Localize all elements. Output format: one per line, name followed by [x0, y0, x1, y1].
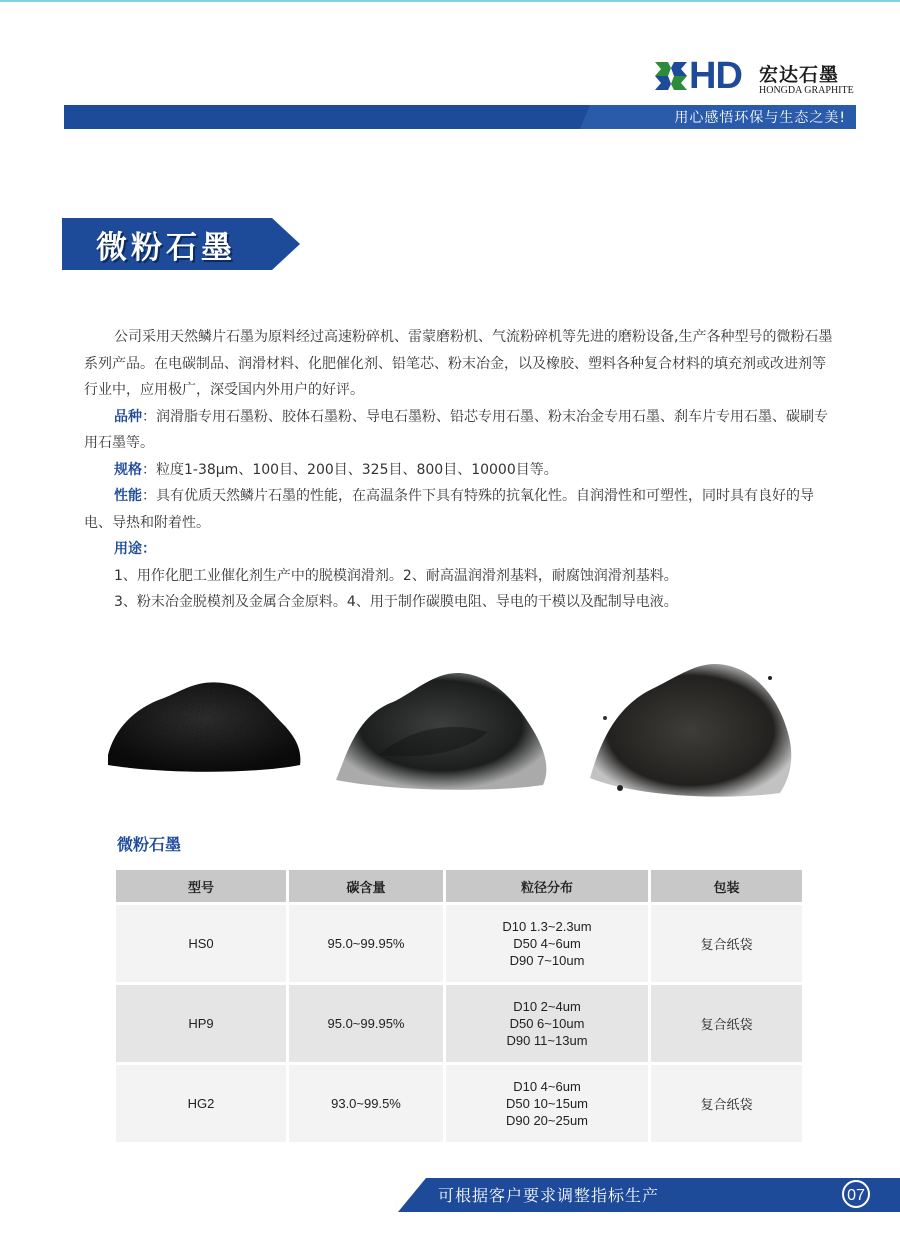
cell-particle-size [445, 904, 650, 984]
logo-mark-icon [655, 62, 687, 90]
table-row [116, 904, 802, 984]
cell-particle-size [445, 984, 650, 1064]
logo-letters: HD [689, 55, 742, 97]
d90-value: D90 7~10um [509, 953, 585, 968]
cell-particle-size [445, 1064, 650, 1144]
performance-text: ：具有优质天然鳞片石墨的性能，在高温条件下具有特殊的抗氧化性。自润滑性和可塑性，同时具有良好的导电、导热和附着性。 [84, 488, 814, 531]
d90-value: D90 20~25um [505, 1113, 589, 1128]
cell-carbon: 95.0~99.95% [288, 904, 445, 984]
varieties-text: ：润滑脂专用石墨粉、胶体石墨粉、导电石墨粉、铅芯专用石墨、粉末冶金专用石墨、刹车片专用石墨、碳刷专用石墨等。 [84, 408, 828, 451]
d10-value: D10 4~6um [513, 1079, 581, 1094]
uses-label: 用途 [114, 541, 142, 557]
cell-model: HS0 [116, 904, 288, 984]
table-row [116, 1064, 802, 1144]
varieties-paragraph [84, 404, 834, 457]
d10-value: D10 2~4um [513, 999, 581, 1014]
graphite-powder-photo-2 [318, 660, 558, 800]
header-packaging: 包装 [650, 870, 803, 904]
table-row [116, 984, 802, 1064]
intro-paragraph: 公司采用天然鳞片石墨为原料经过高速粉碎机、雷蒙磨粉机、气流粉碎机等先进的磨粉设备,生产各种型号的微粉石墨系列产品。在电碳制品、润滑材料、化肥催化剂、铅笔芯、粉末冶金，以及橡胶、塑料各种复合材料的填充剂或改进剂等行业中，应用极广，深受国内外用户的好评。 [84, 329, 833, 398]
page-number: 07 [842, 1180, 870, 1208]
cell-carbon: 93.0~99.5% [288, 1064, 445, 1144]
company-name-en: HONGDA GRAPHITE [759, 85, 854, 96]
cell-model: HG2 [116, 1064, 288, 1144]
d50-value: D50 4~6um [513, 936, 581, 951]
header-carbon: 碳含量 [288, 870, 445, 904]
d50-value: D50 10~15um [505, 1096, 589, 1111]
cell-packaging: 复合纸袋 [650, 904, 803, 984]
table-title: 微粉石墨 [117, 835, 182, 854]
spec-table [116, 870, 802, 1145]
footer-note: 可根据客户要求调整指标生产 [438, 1186, 660, 1205]
d90-value: D90 11~13um [506, 1033, 588, 1048]
header-model: 型号 [116, 870, 288, 904]
uses-line-2: 3、粉末冶金脱模剂及金属合金原料。4、用于制作碳膜电阻、导电的干模以及配制导电液。 [114, 594, 678, 610]
cell-packaging: 复合纸袋 [650, 1064, 803, 1144]
cell-carbon: 95.0~99.95% [288, 984, 445, 1064]
specs-paragraph [84, 457, 834, 484]
varieties-label: 品种 [114, 408, 142, 425]
cell-packaging: 复合纸袋 [650, 984, 803, 1064]
specs-text: ：粒度1-38μm、100目、200目、325目、800目、10000目等。 [142, 461, 558, 478]
performance-paragraph [84, 483, 834, 536]
d10-value: D10 1.3~2.3um [502, 919, 592, 934]
d50-value: D50 6~10um [509, 1016, 585, 1031]
graphite-powder-photo-3 [580, 648, 800, 808]
performance-label: 性能 [114, 488, 142, 504]
uses-line-1: 1、用作化肥工业催化剂生产中的脱模润滑剂。2、耐高温润滑剂基料，耐腐蚀润滑剂基料。 [114, 567, 678, 584]
header-particle-size: 粒径分布 [445, 870, 650, 904]
header-tagline: 用心感悟环保与生态之美! [674, 110, 846, 126]
cell-model: HP9 [116, 984, 288, 1064]
specs-label: 规格 [114, 461, 142, 478]
graphite-powder-photo-1 [104, 670, 304, 780]
company-name-cn: 宏达石墨 [759, 64, 840, 86]
top-accent-line [0, 0, 900, 2]
uses-heading [84, 536, 834, 563]
product-description [84, 324, 834, 616]
table-header-row [116, 870, 802, 904]
section-title: 微粉石墨 [96, 230, 236, 266]
company-logo [655, 55, 855, 100]
uses-colon: ： [142, 541, 156, 557]
